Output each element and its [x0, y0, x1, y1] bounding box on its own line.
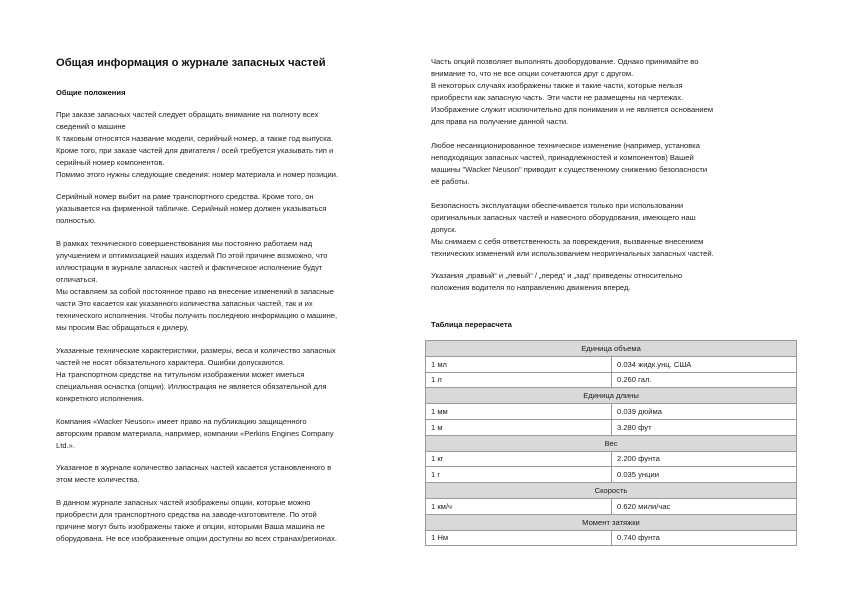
body-text-line: Компания «Wacker Neuson» имеет право на публикацию защищенного	[56, 417, 307, 426]
table-row	[426, 451, 797, 467]
body-text-line: машины "Wacker Neuson" приводит к существенному снижению безопасности	[431, 165, 708, 174]
body-text-line: положения водителя по направлению движения вперед.	[431, 283, 631, 292]
body-text-line: технического исполнения. Чтобы получить последнюю информацию о машине,	[56, 311, 338, 320]
body-text-line: Часть опций позволяет выполнять дооборудование. Однако принимайте во	[431, 57, 699, 66]
table-group-row	[426, 435, 797, 451]
body-text-line: отличаться.	[56, 275, 98, 284]
body-text-line: В рамках технического совершенствования мы постоянно работаем над	[56, 239, 313, 248]
body-text-line: допуск.	[431, 225, 457, 234]
body-text-line: специальная оснастка (опции). Иллюстрация не является обязательной для	[56, 382, 327, 391]
table-cell-equivalent: 0.620 мили/час	[612, 498, 797, 514]
body-text-line: серийный номер компонентов.	[56, 158, 165, 167]
body-text-line: Серийный номер выбит на раме транспортного средства. Кроме того, он	[56, 192, 314, 201]
body-text-line: Мы оставляем за собой постоянное право на внесение изменений в запасные	[56, 287, 334, 296]
table-group-header: Момент затяжки	[426, 514, 797, 530]
table-heading: Таблица перерасчета	[431, 320, 512, 329]
body-text-line: На транспортном средстве на титульном изображении может иметься	[56, 370, 305, 379]
table-cell-equivalent: 0.740 фунта	[612, 530, 797, 546]
table-group-header: Единица длины	[426, 388, 797, 404]
body-text-line: оборудована. Не все изображенные опции доступны во всех странах/регионах.	[56, 534, 337, 543]
table-row	[426, 419, 797, 435]
table-row	[426, 356, 797, 372]
table-group-row	[426, 483, 797, 499]
body-text-line: конкретного исполнения.	[56, 394, 144, 403]
body-text-line: Помимо этого нужны следующие сведения: номер материала и номер позиции.	[56, 170, 339, 179]
table-cell-unit: 1 кг	[426, 451, 612, 467]
body-text-line: Указания „правый“ и „левый“ / „перед“ и „зад“ приведены относительно	[431, 271, 683, 280]
body-text-line: частей не носят обязательного характера. Ошибки допускаются.	[56, 358, 285, 367]
body-text-line: мы просим Вас обращаться к дилеру.	[56, 323, 189, 332]
body-text-line: Указанное в журнале количество запасных частей касается установленного в	[56, 463, 332, 472]
table-group-header: Скорость	[426, 483, 797, 499]
body-text-line: Изображение служит исключительно для понимания и не является основанием	[431, 105, 714, 114]
table-row	[426, 372, 797, 388]
body-text-line: этом месте количества.	[56, 475, 140, 484]
body-text-line: причине могут быть изображены также и опции, которыми Ваша машина не	[56, 522, 325, 531]
body-text-line: В некоторых случаях изображены также и такие части, которые нельзя	[431, 81, 683, 90]
body-text-line: При заказе запасных частей следует обращать внимание на полноту всех	[56, 110, 319, 119]
table-cell-unit: 1 м	[426, 419, 612, 435]
body-text-line: Безопасность эксплуатации обеспечивается только при использовании	[431, 201, 684, 210]
table-cell-unit: 1 Нм	[426, 530, 612, 546]
body-text-line: технических изменений или использованием неоригинальных запасных частей.	[431, 249, 714, 258]
body-text-line: Любое несанкционированное техническое изменение (например, установка	[431, 141, 701, 150]
table-row	[426, 498, 797, 514]
table-group-row	[426, 388, 797, 404]
body-text-line: для права на получение данной части.	[431, 117, 569, 126]
table-cell-unit: 1 мм	[426, 404, 612, 420]
body-text-line: неподходящих запасных частей, принадлежностей и компонентов) Вашей	[431, 153, 694, 162]
table-cell-equivalent: 0.034 жидк.унц. США	[612, 356, 797, 372]
body-text-line: иллюстрации в журнале запасных частей и фактическое исполнение будут	[56, 263, 323, 272]
body-text-line: указывается на фирменной табличке. Серийный номер должен указываться	[56, 204, 327, 213]
body-text-line: В данном журнале запасных частей изображены опции, которые можно	[56, 498, 311, 507]
table-cell-equivalent: 0.039 дюйма	[612, 404, 797, 420]
body-text-line: сведений о машине	[56, 122, 126, 131]
table-cell-equivalent: 2.200 фунта	[612, 451, 797, 467]
table-cell-equivalent: 0.035 унции	[612, 467, 797, 483]
body-text-line: приобрести для транспортного средства на заводе-изготовителе. По этой	[56, 510, 317, 519]
body-text-line: полностью.	[56, 216, 97, 225]
body-text-line: Ltd.».	[56, 441, 75, 450]
table-cell-equivalent: 3.280 фут	[612, 419, 797, 435]
body-text-line: авторским правом материала, например, компании «Perkins Engines Company	[56, 429, 334, 438]
body-text-line: К таковым относятся название модели, серийный номер, а также год выпуска.	[56, 134, 334, 143]
table-group-row	[426, 514, 797, 530]
body-text-line: улучшением и оптимизацией наших изделий По этой причине возможно, что	[56, 251, 328, 260]
body-text-line: внимание то, что не все опции сочетаются друг с другом.	[431, 69, 634, 78]
page-title: Общая информация о журнале запасных частей	[56, 57, 326, 69]
table-group-row	[426, 341, 797, 357]
table-row	[426, 467, 797, 483]
body-text-line: приобрести как запасную часть. Эти части не размещены на чертежах.	[431, 93, 684, 102]
body-text-line: Мы снимаем с себя ответственность за повреждения, вызванные внесением	[431, 237, 704, 246]
table-cell-unit: 1 г	[426, 467, 612, 483]
table-cell-equivalent: 0.260 гал.	[612, 372, 797, 388]
table-group-header: Вес	[426, 435, 797, 451]
table-cell-unit: 1 км/ч	[426, 498, 612, 514]
table-group-header: Единица объема	[426, 341, 797, 357]
body-text-line: оригинальных запасных частей и навесного оборудования, имеющего наш	[431, 213, 696, 222]
table-row	[426, 530, 797, 546]
table-cell-unit: 1 л	[426, 372, 612, 388]
body-text-line: Кроме того, при заказе частей для двигателя / осей требуется указывать тип и	[56, 146, 334, 155]
section-heading-general: Общие положения	[56, 88, 126, 97]
conversion-table	[425, 340, 797, 546]
body-text-line: части Это касается как указанного количества запасных частей, так и их	[56, 299, 313, 308]
body-text-line: её работы.	[431, 177, 470, 186]
table-row	[426, 404, 797, 420]
body-text-line: Указанные технические характеристики, размеры, веса и количество запасных	[56, 346, 336, 355]
table-cell-unit: 1 мл	[426, 356, 612, 372]
